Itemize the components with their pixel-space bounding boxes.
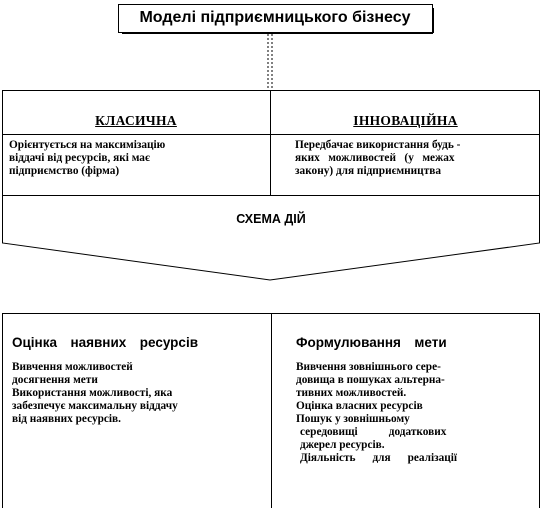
innovative-line: закону) для підприємництва bbox=[295, 164, 441, 177]
resources-line: від наявних ресурсів. bbox=[12, 412, 121, 425]
goal-line: довища в пошуках альтерна- bbox=[296, 373, 445, 386]
scheme-label: СХЕМА ДІЙ bbox=[236, 212, 306, 226]
goal-line: Оцінка власних ресурсів bbox=[296, 399, 423, 412]
goal-line: Вивчення зовнішнього сере- bbox=[296, 361, 441, 373]
resources-line: досягнення мети bbox=[12, 373, 98, 386]
goal-line: Діяльність для реалізації bbox=[300, 451, 458, 464]
goal-heading: Формулювання мети bbox=[296, 335, 447, 350]
resources-list bbox=[12, 361, 267, 426]
classic-description bbox=[9, 139, 264, 178]
innovative-heading: ІННОВАЦІЙНА bbox=[353, 113, 458, 128]
classic-line: підприємство (фірма) bbox=[9, 164, 120, 177]
innovative-line: яких можливостей (у межах bbox=[295, 151, 455, 164]
diagram-title: Моделі підприємницького бізнесу bbox=[139, 9, 411, 26]
scheme-arrow bbox=[3, 196, 540, 281]
goal-line: середовищі додаткових bbox=[300, 425, 447, 438]
classic-heading: КЛАСИЧНА bbox=[95, 113, 177, 128]
goal-list bbox=[296, 361, 518, 465]
resources-line: Використання можливості, яка bbox=[12, 386, 173, 399]
classic-line: віддачі від ресурсів, які має bbox=[9, 151, 150, 164]
innovative-description bbox=[295, 139, 515, 178]
resources-heading: Оцінка наявних ресурсів bbox=[12, 335, 198, 350]
goal-line: тивних можливостей. bbox=[296, 386, 407, 399]
innovative-line: Передбачає використання будь - bbox=[295, 139, 461, 151]
resources-line: забезпечує максимальну віддачу bbox=[12, 399, 178, 412]
classic-line: Орієнтується на максимізацію bbox=[9, 139, 166, 151]
goal-line: Пошук у зовнішньому bbox=[296, 412, 410, 425]
goal-line: джерел ресурсів. bbox=[300, 438, 385, 451]
resources-line: Вивчення можливостей bbox=[12, 361, 133, 373]
